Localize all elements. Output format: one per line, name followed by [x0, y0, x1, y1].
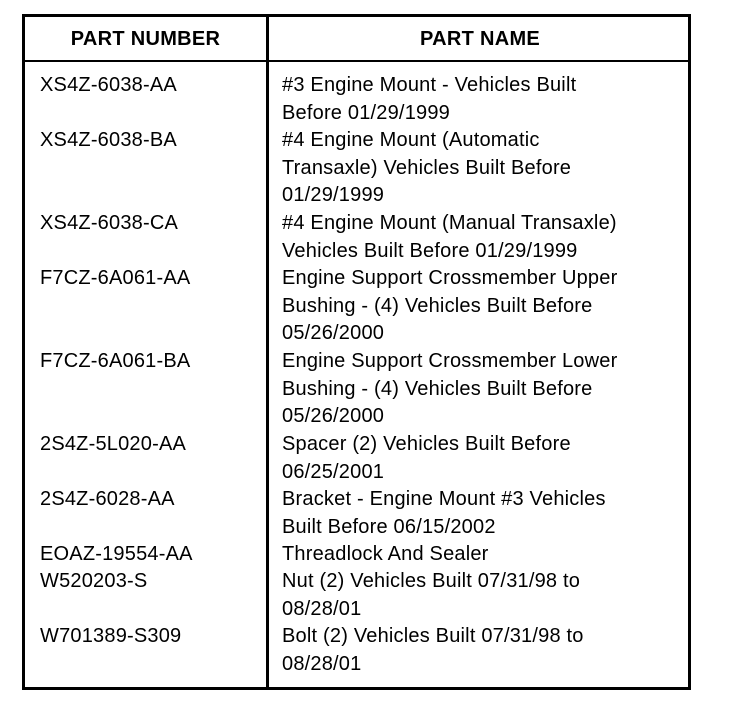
table-row	[25, 210, 688, 265]
part-number-cell: F7CZ-6A061-BA	[40, 350, 191, 372]
header-part-number: PART NUMBER	[70, 28, 221, 50]
part-name-cell: #4 Engine Mount (Manual Transaxle) Vehicles Built Before 01/29/1999	[282, 212, 617, 262]
part-number-cell: EOAZ-19554-AA	[40, 543, 193, 565]
part-number-cell: 2S4Z-5L020-AA	[40, 433, 187, 455]
part-number-cell: XS4Z-6038-CA	[40, 212, 179, 234]
part-number-cell: XS4Z-6038-BA	[40, 129, 177, 151]
table-header-row	[25, 17, 688, 62]
part-name-cell: Engine Support Crossmember Upper Bushing - (4) Vehicles Built Before 05/26/2000	[282, 267, 618, 344]
part-name-cell: Nut (2) Vehicles Built 07/31/98 to 08/28/01	[282, 570, 581, 620]
table-row	[25, 348, 688, 431]
part-name-cell: Bolt (2) Vehicles Built 07/31/98 to 08/28/01	[282, 625, 584, 675]
part-name-cell: #4 Engine Mount (Automatic Transaxle) Vehicles Built Before 01/29/1999	[282, 129, 572, 206]
part-number-cell: 2S4Z-6028-AA	[40, 488, 175, 510]
parts-table	[22, 14, 691, 690]
part-name-cell: Engine Support Crossmember Lower Bushing - (4) Vehicles Built Before 05/26/2000	[282, 350, 618, 427]
part-name-cell: Bracket - Engine Mount #3 Vehicles Built Before 06/15/2002	[282, 488, 606, 538]
part-name-cell: #3 Engine Mount - Vehicles Built Before 01/29/1999	[282, 74, 577, 124]
part-number-cell: XS4Z-6038-AA	[40, 74, 177, 96]
table-row	[25, 568, 688, 623]
part-number-cell: W701389-S309	[40, 625, 182, 647]
part-name-cell: Threadlock And Sealer	[282, 543, 489, 565]
part-name-cell: Spacer (2) Vehicles Built Before 06/25/2001	[282, 433, 571, 483]
table-row	[25, 431, 688, 486]
header-part-name: PART NAME	[419, 28, 541, 50]
table-row	[25, 127, 688, 210]
table-row	[25, 72, 688, 127]
table-row	[25, 265, 688, 348]
table-row	[25, 486, 688, 541]
table-body	[25, 62, 688, 678]
part-number-cell: W520203-S	[40, 570, 148, 592]
part-number-cell: F7CZ-6A061-AA	[40, 267, 191, 289]
table-row	[25, 541, 688, 568]
table-row	[25, 623, 688, 678]
